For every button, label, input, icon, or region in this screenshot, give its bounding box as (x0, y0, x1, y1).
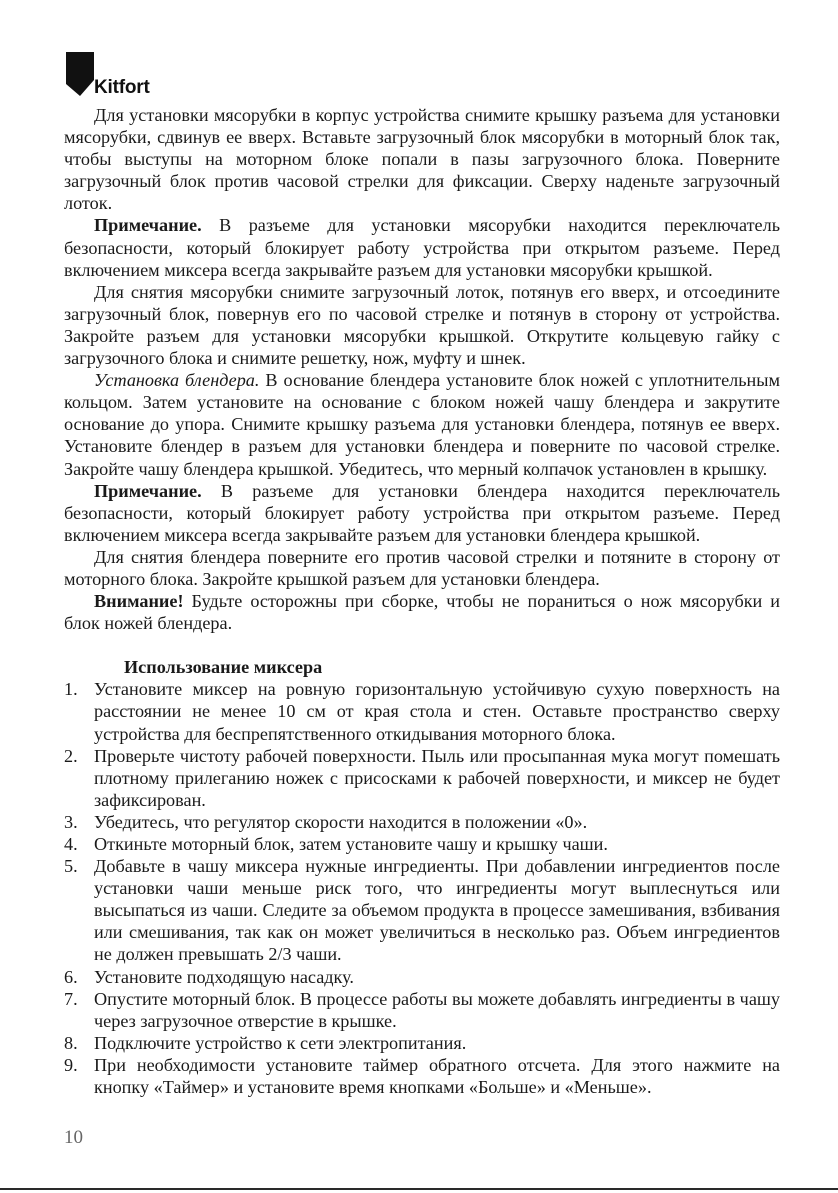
warning-label: Внимание! (94, 591, 184, 612)
list-number: 5. (64, 856, 78, 877)
list-item (64, 1054, 780, 1098)
list-text: Установите подходящую насадку. (94, 966, 354, 987)
list-number: 6. (64, 966, 78, 987)
note-label: Примечание. (94, 215, 202, 236)
list-text: Убедитесь, что регулятор скорости находится в положении «0». (94, 811, 588, 832)
list-text: Добавьте в чашу миксера нужные ингредиенты. При добавлении ингредиентов после установки чаши меньше риск того, что ингредиенты могут выплеснуться или высыпаться из чаши. Следите за объемом продукта в процессе замешивания, взбивания или смешивания, так как он может увеличиться в несколько раз. Объем ингредиентов не должен превышать 2/3 чаши. (94, 856, 780, 965)
blender-install-paragraph (64, 369, 780, 479)
kitfort-logo (64, 50, 184, 100)
paragraph: Для снятия мясорубки снимите загрузочный лоток, потянув его вверх, и отсоедините загрузочный блок, повернув его по часовой стрелке и потянув в сторону от устройства. Закройте разъем для установки мясорубки крышкой. Открутите кольцевую гайку с загрузочного блока и снимите решетку, нож, муфту и шнек. (64, 281, 780, 369)
list-item (64, 1032, 780, 1054)
list-number: 3. (64, 811, 78, 832)
list-item (64, 833, 780, 855)
list-item (64, 678, 780, 744)
list-item (64, 966, 780, 988)
bottom-rule (0, 1188, 838, 1190)
document-body (64, 104, 780, 1098)
list-text: Установите миксер на ровную горизонтальную устойчивую сухую поверхность на расстоянии не менее 10 см от края стола и стен. Оставьте пространство сверху устройства для беспрепятственного откидывания моторного блока. (94, 679, 780, 744)
section-title: Использование миксера (124, 657, 323, 678)
list-text: Проверьте чистоту рабочей поверхности. Пыль или просыпанная мука могут помешать плотному прилеганию ножек с присосками к рабочей поверхности, и миксер не будет зафиксирован. (94, 745, 780, 810)
spacer (64, 634, 780, 656)
list-item (64, 745, 780, 811)
note-paragraph (64, 214, 780, 280)
list-item (64, 811, 780, 833)
brand-name: Kitfort (94, 77, 150, 98)
list-text: Опустите моторный блок. В процессе работы вы можете добавлять ингредиенты в чашу через загрузочное отверстие в крышке. (94, 988, 780, 1031)
list-number: 9. (64, 1054, 78, 1075)
note-paragraph (64, 480, 780, 546)
kitfort-logo-icon (64, 50, 96, 100)
list-text: Откиньте моторный блок, затем установите чашу и крышку чаши. (94, 834, 608, 854)
paragraph: Для снятия блендера поверните его против часовой стрелки и потяните в сторону от моторного блока. Закройте крышкой разъем для установки блендера. (64, 546, 780, 589)
list-number: 8. (64, 1032, 78, 1053)
paragraph: Для установки мясорубки в корпус устройства снимите крышку разъема для установки мясорубки, сдвинув ее вверх. Вставьте загрузочный блок мясорубки в моторный блок так, чтобы выступы на моторном блоке попали в пазы загрузочного блока. Поверните загрузочный блок против часовой стрелки для фиксации. Сверху наденьте загрузочный лоток. (64, 105, 780, 214)
list-item (64, 988, 780, 1032)
blender-install-label: Установка блендера. (94, 370, 260, 391)
list-number: 7. (64, 988, 78, 1009)
note-text: В разъеме для установки мясорубки находится переключатель безопасности, который блокирует работу устройства при открытом разъеме. Перед включением миксера всегда закрывайте разъем для установки мясорубки крышкой. (64, 215, 780, 280)
blender-install-text: В основание блендера установите блок ножей с уплотнительным кольцом. Затем установите на основание с блоком ножей чашу блендера и закрутите основание до упора. Снимите крышку разъема для установки блендера, потянув ее вверх. Установите блендер в разъем для установки блендера и поверните по часовой стрелке. Закройте чашу блендера крышкой. Убедитесь, что мерный колпачок установлен в крышку. (64, 370, 780, 479)
list-number: 1. (64, 679, 78, 700)
note-text: В разъеме для установки блендера находится переключатель безопасности, который блокирует работу устройства при открытом разъеме. Перед включением миксера всегда закрывайте разъем для установки блендера крышкой. (64, 480, 780, 545)
list-item (64, 855, 780, 965)
list-number: 4. (64, 834, 78, 854)
list-text: Подключите устройство к сети электропитания. (94, 1032, 467, 1053)
note-label: Примечание. (94, 480, 202, 501)
warning-paragraph (64, 590, 780, 634)
page-number: 10 (64, 1127, 83, 1148)
list-number: 2. (64, 745, 78, 766)
warning-text: Будьте осторожны при сборке, чтобы не пораниться о нож мясорубки и блок ножей блендера. (64, 591, 780, 634)
usage-steps-list (64, 678, 780, 1098)
list-text: При необходимости установите таймер обратного отсчета. Для этого нажмите на кнопку «Таймер» и установите время кнопками «Больше» и «Меньше». (94, 1054, 780, 1098)
